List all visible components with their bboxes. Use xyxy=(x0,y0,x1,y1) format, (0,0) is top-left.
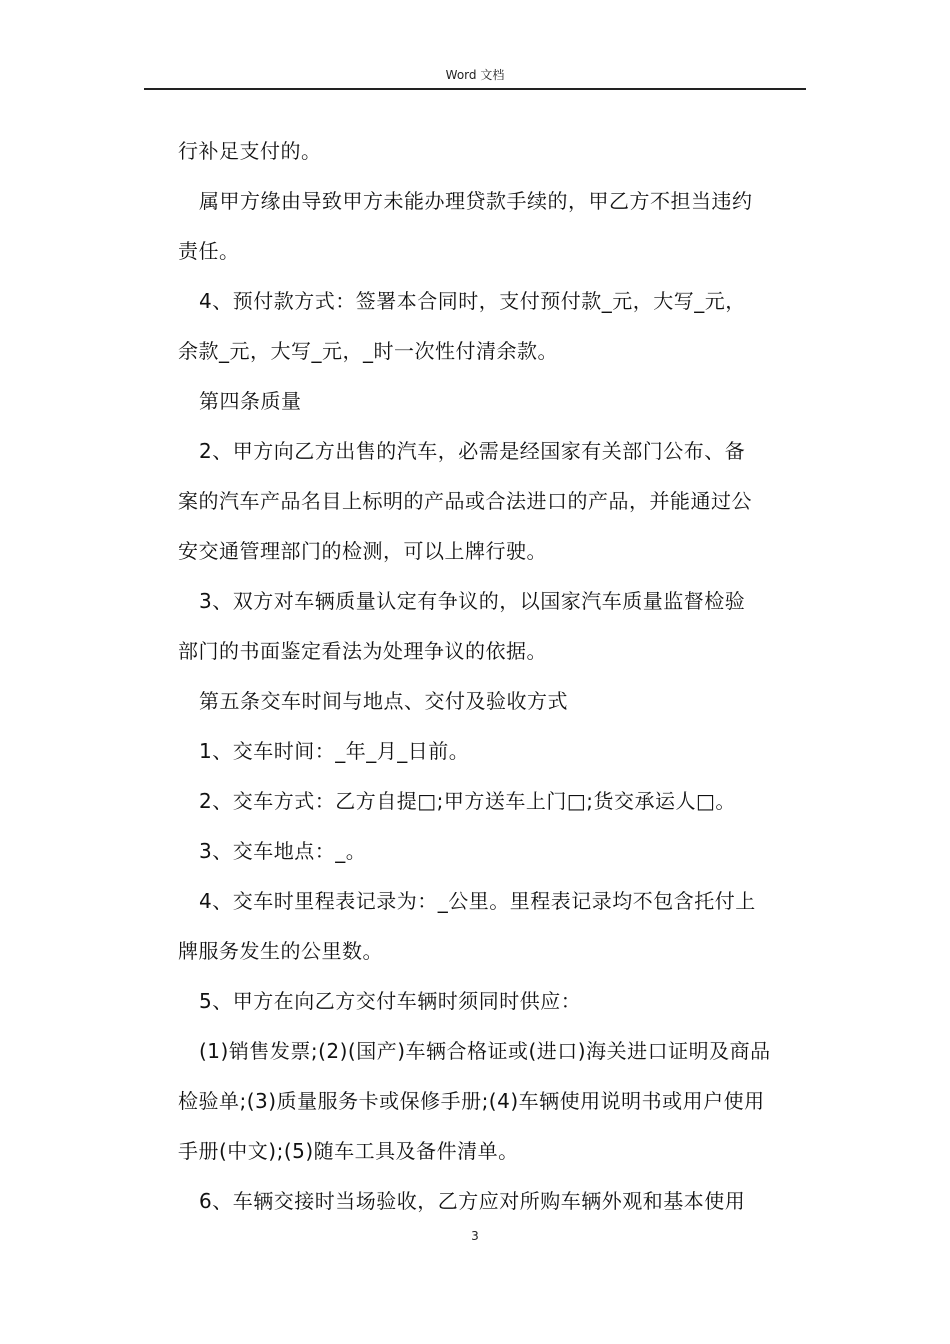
text-line: 2、交车方式：乙方自提□;甲方送车上门□;货交承运人□。 xyxy=(199,789,736,813)
text-line: 检验单;(3)质量服务卡或保修手册;(4)车辆使用说明书或用户使用 xyxy=(178,1089,765,1113)
page-number: 3 xyxy=(471,1229,479,1243)
text-line: 属甲方缘由导致甲方未能办理贷款手续的，甲乙方不担当违约 xyxy=(199,189,753,213)
text-line: 牌服务发生的公里数。 xyxy=(178,939,383,963)
text-line: 1、交车时间：_年_月_日前。 xyxy=(199,739,470,763)
text-line: 4、预付款方式：签署本合同时，支付预付款_元，大写_元， xyxy=(199,289,746,313)
text-line: 行补足支付的。 xyxy=(178,139,322,163)
text-line: 6、车辆交接时当场验收，乙方应对所购车辆外观和基本使用 xyxy=(199,1189,746,1213)
text-line: 3、双方对车辆质量认定有争议的，以国家汽车质量监督检验 xyxy=(199,589,746,613)
text-line: 第四条质量 xyxy=(199,389,302,413)
text-line: 安交通管理部门的检测，可以上牌行驶。 xyxy=(178,539,547,563)
text-line: 第五条交车时间与地点、交付及验收方式 xyxy=(199,689,568,713)
text-line: 5、甲方在向乙方交付车辆时须同时供应： xyxy=(199,989,582,1013)
text-line: 4、交车时里程表记录为：_公里。里程表记录均不包含托付上 xyxy=(199,889,756,913)
text-line: 部门的书面鉴定看法为处理争议的依据。 xyxy=(178,639,547,663)
header-title: Word 文档 xyxy=(445,68,505,82)
document-body xyxy=(178,126,806,1226)
page-header xyxy=(144,64,806,90)
text-line: 手册(中文);(5)随车工具及备件清单。 xyxy=(178,1139,519,1163)
text-line: 案的汽车产品名目上标明的产品或合法进口的产品，并能通过公 xyxy=(178,489,752,513)
text-line: (1)销售发票;(2)(国产)车辆合格证或(进口)海关进口证明及商品 xyxy=(199,1039,771,1063)
text-line: 余款_元，大写_元，_时一次性付清余款。 xyxy=(178,339,558,363)
text-line: 2、甲方向乙方出售的汽车，必需是经国家有关部门公布、备 xyxy=(199,439,746,463)
text-line: 责任。 xyxy=(178,239,240,263)
text-line: 3、交车地点：_。 xyxy=(199,839,367,863)
